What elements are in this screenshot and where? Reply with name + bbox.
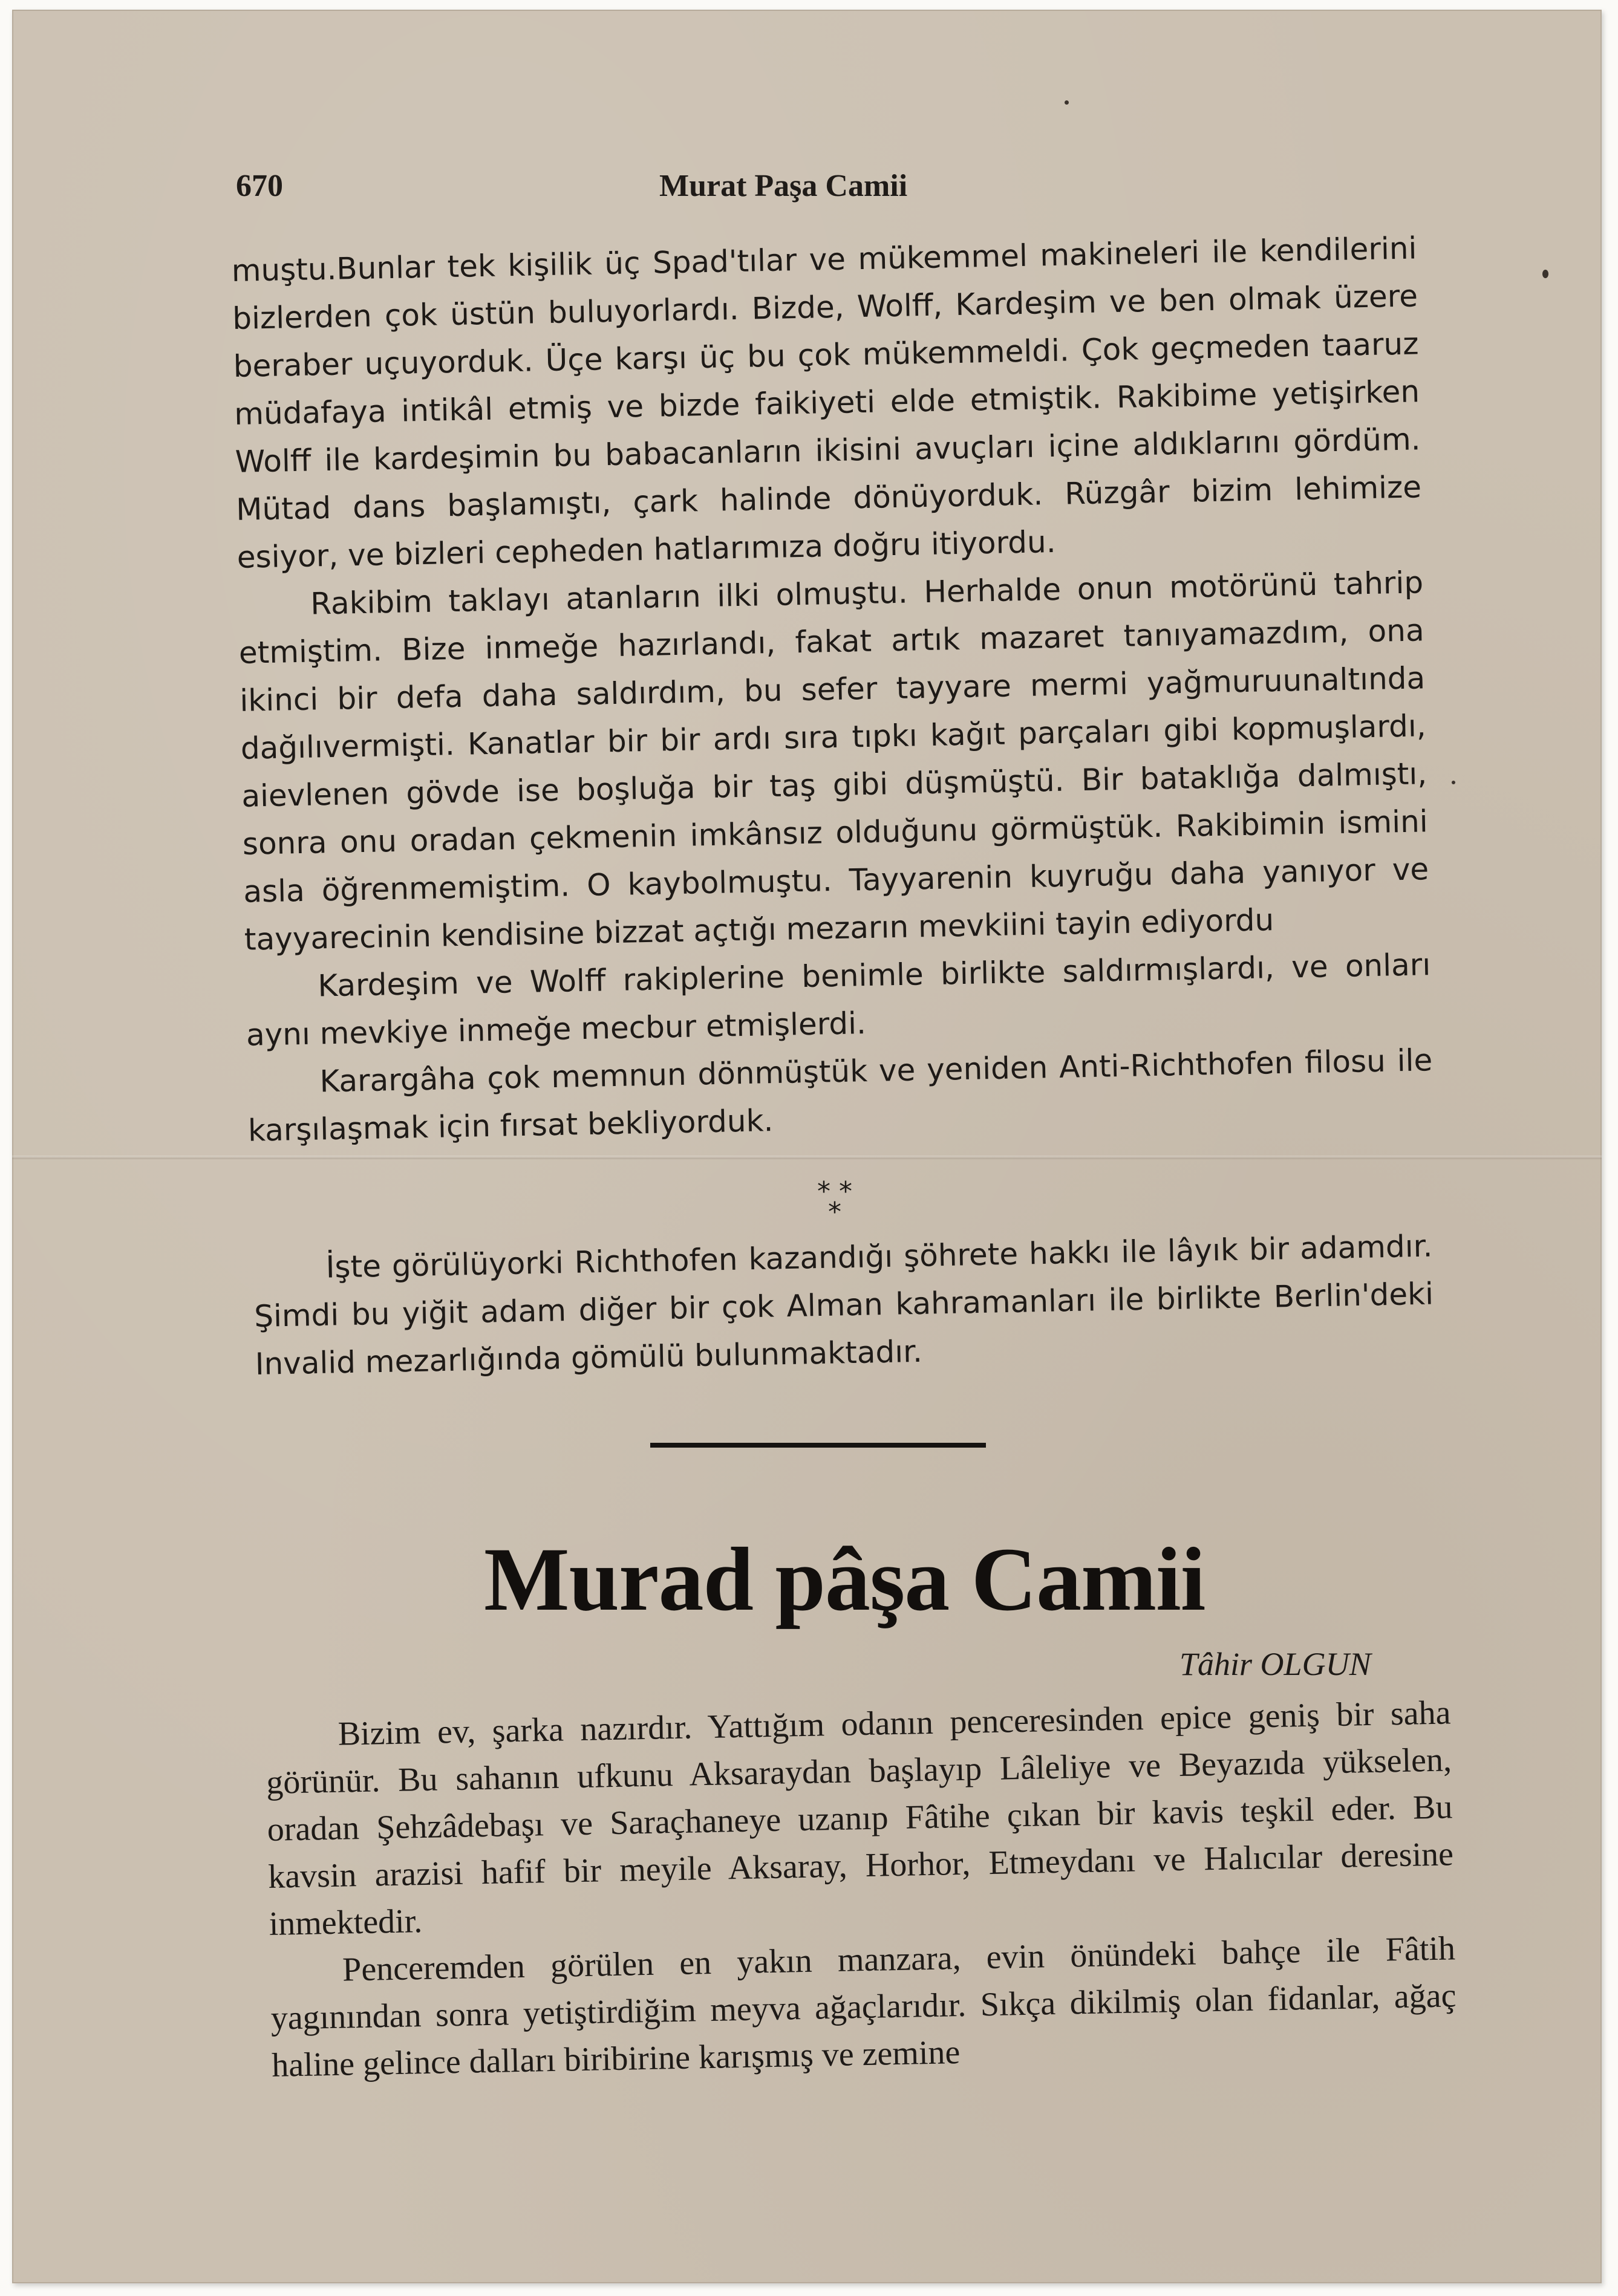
paragraph: Karargâha çok memnun dönmüştük ve yeniden Anti-Richthofen filosu ile karşılaşmak için fırsat bekliyorduk. bbox=[247, 1042, 1433, 1148]
article-author: Tâhir OLGUN bbox=[1179, 1646, 1371, 1682]
continued-article-body bbox=[231, 224, 1434, 1154]
new-article-body bbox=[265, 1689, 1458, 2089]
paragraph: Kardeşim ve Wolff rakiplerine benimle birlikte saldırmışlardı, ve onları aynı mevkiye inmeğe mecbur etmişlerdi. bbox=[246, 947, 1431, 1053]
running-header bbox=[236, 168, 962, 216]
page-number: 670 bbox=[236, 169, 283, 203]
page-fold-crease bbox=[12, 1156, 1602, 1159]
section-separator-asterism: * * * bbox=[817, 1176, 852, 1228]
paper-speck bbox=[1542, 270, 1548, 278]
paragraph: muştu.Bunlar tek kişilik üç Spad'tılar ve mükemmel makineleri ile kendilerini bizlerden çok üstün buluyorlardı. Bizde, Wolff, Kardeşim ve ben olmak üzere beraber uçuyorduk. Üçe karşı üç bu çok mükemmeldi. Çok geçmeden taaruz müdafaya intikâl etmiş ve bizde faikiyeti elde etmiştik. Rakibime yetişirken Wolff ile kardeşimin bu babacanların ikisini avuçları içine aldıklarını gördüm. Mütad dans başlamıştı, çark halinde dönüyorduk. Rüzgâr bizim lehimize esiyor, ve bizleri cepheden hatlarımıza doğru itiyordu. bbox=[231, 230, 1422, 575]
article-divider-rule bbox=[650, 1443, 986, 1448]
closing-paragraph-block bbox=[253, 1223, 1435, 1388]
article-title: Murad pâşa Camii bbox=[484, 1529, 1205, 1630]
paragraph: Bizim ev, şarka nazırdır. Yattığım odanın penceresinden epice geniş bir saha görünür. Bu sahanın ufkunu Aksaraydan başlayıp Lâleliye ve Beyazıda yükselen, oradan Şehzâdebaşı ve Saraçhaneye uzanıp Fâtihe çıkan bir kavis teşkil eder. Bu kavsin arazisi hafif bir meyile Aksaray, Horhor, Etmeydanı ve Halıcılar deresine inmektedir. bbox=[266, 1694, 1454, 1943]
paragraph: Rakibim taklayı atanların ilki olmuştu. Herhalde onun motörünü tahrip etmiştim. Bize inmeğe hazırlandı, fakat artık mazaret tanıyamazdım, ona ikinci bir defa daha saldırdım, bu sefer tayyare mermi yağmuruunaltında dağılıvermişti. Kanatlar bir bir ardı sıra tıpkı kağıt parçaları gibi kopmuşlardı, aievlenen gövde ise boşluğa bir taş gibi düşmüştü. Bir bataklığa dalmıştı, sonra onu oradan çekmenin imkânsız olduğunu görmüştük. Rakibimin ismini asla öğrenmemiştim. O kaybolmuştu. Tayyarenin kuyruğu daha yanıyor ve tayyarecinin kendisine bizzat açtığı mezarın mevkiini tayin ediyordu bbox=[238, 565, 1429, 957]
closing-paragraph: İşte görülüyorki Richthofen kazandığı şöhrete hakkı ile lâyık bir adamdır. Şimdi bu yiğit adam diğer bir çok Alman kahramanları ile birlikte Berlin'deki Invalid mezarlığında gömülü bulunmaktadır. bbox=[253, 1228, 1434, 1382]
paper-speck bbox=[1452, 781, 1455, 784]
running-header-title: Murat Paşa Camii bbox=[659, 169, 908, 203]
paper-speck bbox=[1065, 100, 1069, 105]
paragraph: Penceremden görülen en yakın manzara, evin önündeki bahçe ile Fâtih yagınından sonra yetiştirdiğim meyva ağaçlarıdır. Sıkça dikilmiş olan fidanlar, ağaç haline gelince dalları biribirine karışmış ve zemine bbox=[270, 1930, 1457, 2084]
document-page bbox=[12, 10, 1602, 2283]
